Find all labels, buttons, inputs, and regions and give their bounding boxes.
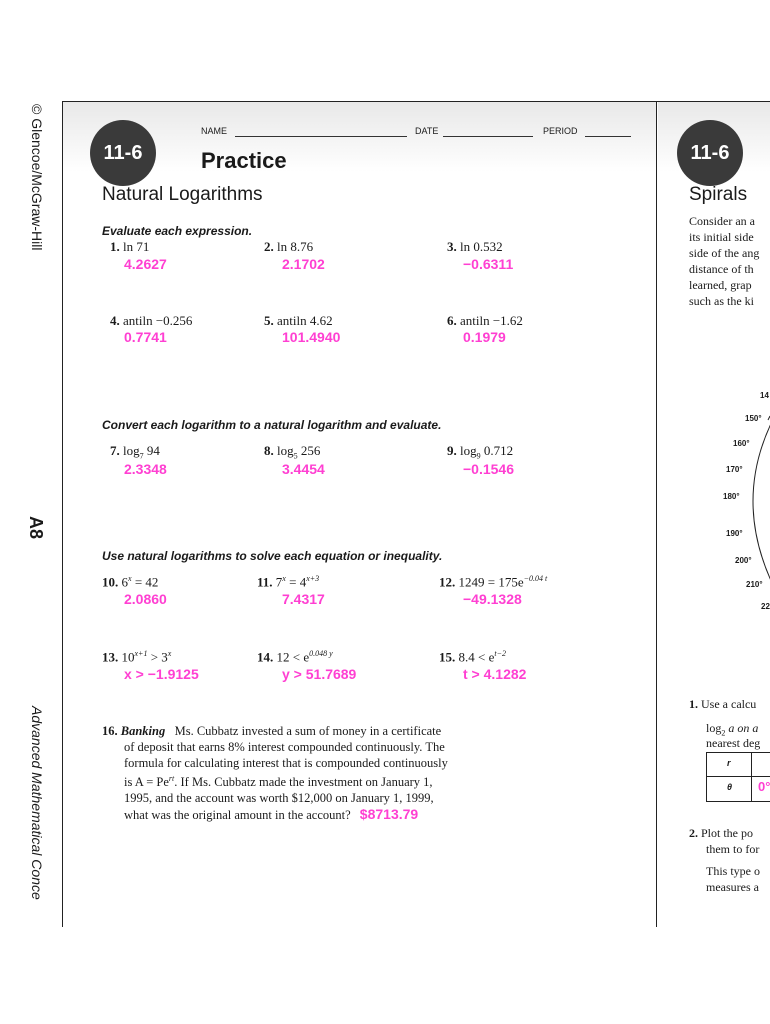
problem-1: 1. ln 71 bbox=[110, 239, 150, 254]
lesson-badge: 11-6 bbox=[90, 120, 156, 186]
table-r-label: r bbox=[727, 758, 731, 768]
answer-15: t > 4.1282 bbox=[463, 666, 527, 682]
right-q1-line2: $\log_2 a$ on a bbox=[706, 721, 759, 738]
angle-label-190: 190° bbox=[726, 529, 743, 538]
right-lesson-badge: 11-6 bbox=[677, 120, 743, 186]
problem-8: 8. $\log_5 256$ bbox=[264, 443, 321, 461]
angle-label-150: 150° bbox=[745, 414, 762, 423]
answer-8: 3.4454 bbox=[282, 461, 325, 477]
right-subtitle: Spirals bbox=[689, 184, 748, 205]
page-code: A8 bbox=[26, 516, 46, 540]
answer-2: 2.1702 bbox=[282, 256, 325, 272]
problem-13: 13. $10^{x+1} > 3^x$ bbox=[102, 649, 172, 665]
section-solve: Use natural logarithms to solve each equation or inequality. bbox=[102, 549, 443, 563]
answer-3: −0.6311 bbox=[463, 256, 514, 272]
answer-1: 4.2627 bbox=[124, 256, 167, 272]
right-q1: 1. Use a calcu bbox=[689, 697, 757, 711]
right-q2-line2: them to for bbox=[706, 842, 760, 856]
problem-12: 12. $1249 = 175e^{-0.04 t}$ bbox=[439, 574, 548, 590]
answer-16: $8713.79 bbox=[359, 806, 419, 823]
date-field bbox=[415, 126, 438, 136]
right-intro-1: Consider an a bbox=[689, 214, 755, 228]
table-theta-value: 0° bbox=[758, 779, 770, 794]
angle-label-160: 160° bbox=[733, 439, 750, 448]
answer-11: 7.4317 bbox=[282, 591, 325, 607]
angle-label-140: 14 bbox=[760, 391, 769, 400]
lesson-subtitle: Natural Logarithms bbox=[102, 184, 263, 205]
right-intro-2: its initial side bbox=[689, 230, 754, 244]
answer-5: 101.4940 bbox=[282, 329, 341, 345]
answer-12: −49.1328 bbox=[463, 591, 522, 607]
angle-label-180: 180° bbox=[723, 492, 740, 501]
book-title: Advanced Mathematical Conce bbox=[29, 706, 45, 900]
right-table bbox=[706, 752, 770, 802]
right-q2: 2. Plot the po bbox=[689, 826, 754, 840]
problem-6: 6. antiln −1.62 bbox=[447, 313, 523, 328]
problem-16: 16. Banking Ms. Cubbatz invested a sum of money in a certificate of deposit that earns 8% interest compounded continuously. The formula for calculating interest that is compounded continuously is $A = Pe^{rt}$. If Ms. Cubbatz made the investment on January 1, 1995, and the account was worth $12,000 on January 1, 1999, what was the original amount in the account? $8713.79 bbox=[102, 724, 448, 823]
angle-label-170: 170° bbox=[726, 465, 743, 474]
right-intro-3: side of the ang bbox=[689, 246, 760, 260]
problem-2: 2. ln 8.76 bbox=[264, 239, 314, 254]
problem-11: 11. $7^x = 4^{x+3}$ bbox=[257, 574, 320, 590]
problem-5: 5. antiln 4.62 bbox=[264, 313, 333, 328]
answer-10: 2.0860 bbox=[124, 591, 167, 607]
name-label: NAME bbox=[201, 126, 228, 136]
answer-6: 0.1979 bbox=[463, 329, 506, 345]
right-intro-6: such as the ki bbox=[689, 294, 754, 308]
right-q1-line3: nearest deg bbox=[706, 736, 761, 750]
angle-label-210: 210° bbox=[746, 580, 763, 589]
period-field bbox=[543, 126, 578, 136]
section-evaluate: Evaluate each expression. bbox=[102, 224, 253, 238]
answer-9: −0.1546 bbox=[463, 461, 514, 477]
answer-14: y > 51.7689 bbox=[282, 666, 357, 682]
answer-13: x > −1.9125 bbox=[124, 666, 199, 682]
right-q2-line3: This type o bbox=[706, 864, 760, 878]
period-label: PERIOD bbox=[543, 126, 578, 136]
problem-14: 14. $12 < e^{0.048 y}$ bbox=[257, 649, 333, 665]
right-intro-5: learned, grap bbox=[689, 278, 752, 292]
problem-10: 10. $6^x = 42$ bbox=[102, 574, 159, 590]
name-field bbox=[201, 126, 227, 136]
section-convert: Convert each logarithm to a natural logarithm and evaluate. bbox=[102, 418, 442, 432]
answer-4: 0.7741 bbox=[124, 329, 167, 345]
answer-7: 2.3348 bbox=[124, 461, 167, 477]
date-label: DATE bbox=[415, 126, 439, 136]
problem-7: 7. $\log_7 94$ bbox=[110, 443, 160, 461]
problem-15: 15. $8.4 < e^{t-2}$ bbox=[439, 649, 506, 665]
problem-4: 4. antiln −0.256 bbox=[110, 313, 193, 328]
right-q2-line4: measures a bbox=[706, 880, 759, 894]
page-title: Practice bbox=[201, 148, 287, 173]
angle-label-200: 200° bbox=[735, 556, 752, 565]
right-intro-4: distance of th bbox=[689, 262, 754, 276]
problem-9: 9. $\log_9 0.712$ bbox=[447, 443, 514, 461]
table-theta-label: θ bbox=[727, 782, 733, 792]
problem-3: 3. ln 0.532 bbox=[447, 239, 503, 254]
angle-label-220: 22 bbox=[761, 602, 770, 611]
copyright-text: © Glencoe/McGraw-Hill bbox=[29, 104, 45, 251]
